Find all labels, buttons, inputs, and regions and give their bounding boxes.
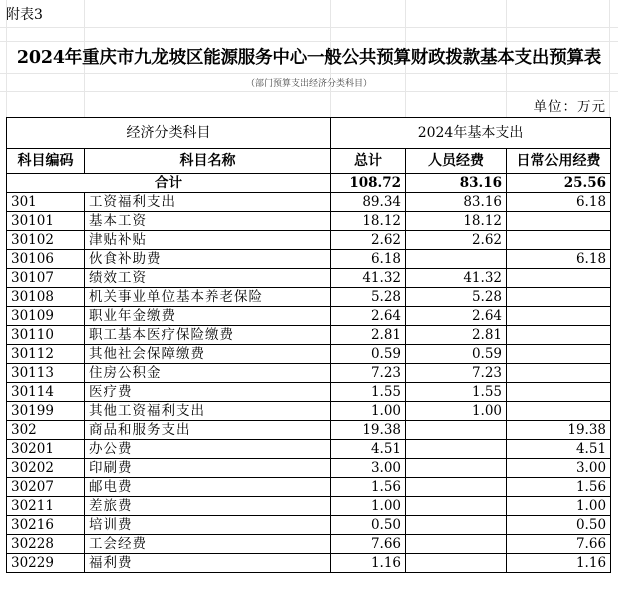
row-total: 2.64 bbox=[331, 307, 406, 326]
row-name: 福利费 bbox=[85, 554, 331, 573]
row-total: 1.55 bbox=[331, 383, 406, 402]
row-code: 30106 bbox=[7, 250, 85, 269]
row-total: 1.16 bbox=[331, 554, 406, 573]
row-code: 30202 bbox=[7, 459, 85, 478]
row-public: 0.50 bbox=[507, 516, 611, 535]
row-name: 绩效工资 bbox=[85, 269, 331, 288]
table-row bbox=[7, 345, 611, 364]
group-header-classification: 经济分类科目 bbox=[7, 118, 331, 149]
row-public bbox=[507, 345, 611, 364]
row-total: 4.51 bbox=[331, 440, 406, 459]
total-personnel: 83.16 bbox=[406, 174, 507, 193]
row-total: 2.81 bbox=[331, 326, 406, 345]
column-header-public: 日常公用经费 bbox=[507, 149, 611, 174]
row-public: 1.00 bbox=[507, 497, 611, 516]
row-name: 办公费 bbox=[85, 440, 331, 459]
row-name: 培训费 bbox=[85, 516, 331, 535]
row-total: 3.00 bbox=[331, 459, 406, 478]
table-row bbox=[7, 326, 611, 345]
row-name: 津贴补贴 bbox=[85, 231, 331, 250]
row-public bbox=[507, 364, 611, 383]
row-code: 30216 bbox=[7, 516, 85, 535]
row-public: 7.66 bbox=[507, 535, 611, 554]
row-total: 1.56 bbox=[331, 478, 406, 497]
group-header-basic-expense: 2024年基本支出 bbox=[331, 118, 611, 149]
row-personnel bbox=[406, 497, 507, 516]
group-header-row bbox=[7, 118, 611, 149]
row-public: 3.00 bbox=[507, 459, 611, 478]
row-public: 19.38 bbox=[507, 421, 611, 440]
table-row bbox=[7, 535, 611, 554]
row-code: 301 bbox=[7, 193, 85, 212]
row-name: 伙食补助费 bbox=[85, 250, 331, 269]
row-code: 30102 bbox=[7, 231, 85, 250]
page-subtitle: （部门预算支出经济分类科目） bbox=[245, 79, 372, 89]
row-name: 医疗费 bbox=[85, 383, 331, 402]
row-name: 其他社会保障缴费 bbox=[85, 345, 331, 364]
table-row bbox=[7, 459, 611, 478]
row-total: 1.00 bbox=[331, 402, 406, 421]
row-personnel bbox=[406, 250, 507, 269]
row-personnel: 2.64 bbox=[406, 307, 507, 326]
row-personnel: 0.59 bbox=[406, 345, 507, 364]
row-code: 30110 bbox=[7, 326, 85, 345]
row-personnel: 2.62 bbox=[406, 231, 507, 250]
row-personnel: 41.32 bbox=[406, 269, 507, 288]
row-total: 89.34 bbox=[331, 193, 406, 212]
table-row bbox=[7, 307, 611, 326]
table-row bbox=[7, 478, 611, 497]
row-name: 邮电费 bbox=[85, 478, 331, 497]
row-total: 6.18 bbox=[331, 250, 406, 269]
row-public bbox=[507, 231, 611, 250]
row-code: 30108 bbox=[7, 288, 85, 307]
row-code: 30207 bbox=[7, 478, 85, 497]
row-total: 1.00 bbox=[331, 497, 406, 516]
row-personnel bbox=[406, 421, 507, 440]
row-total: 2.62 bbox=[331, 231, 406, 250]
row-total: 7.23 bbox=[331, 364, 406, 383]
row-personnel bbox=[406, 459, 507, 478]
row-personnel bbox=[406, 535, 507, 554]
row-public bbox=[507, 212, 611, 231]
row-code: 30107 bbox=[7, 269, 85, 288]
row-personnel: 18.12 bbox=[406, 212, 507, 231]
row-public bbox=[507, 269, 611, 288]
table-row bbox=[7, 421, 611, 440]
total-public: 25.56 bbox=[507, 174, 611, 193]
row-total: 41.32 bbox=[331, 269, 406, 288]
row-total: 7.66 bbox=[331, 535, 406, 554]
table-row bbox=[7, 402, 611, 421]
column-header-row bbox=[7, 149, 611, 174]
table-row bbox=[7, 440, 611, 459]
page-title: 2024年重庆市九龙坡区能源服务中心一般公共预算财政拨款基本支出预算表 bbox=[16, 48, 602, 68]
row-code: 30228 bbox=[7, 535, 85, 554]
row-code: 30113 bbox=[7, 364, 85, 383]
row-personnel bbox=[406, 554, 507, 573]
row-public bbox=[507, 307, 611, 326]
row-code: 30114 bbox=[7, 383, 85, 402]
row-name: 工会经费 bbox=[85, 535, 331, 554]
row-personnel bbox=[406, 478, 507, 497]
row-total: 5.28 bbox=[331, 288, 406, 307]
row-personnel: 7.23 bbox=[406, 364, 507, 383]
total-amount: 108.72 bbox=[331, 174, 406, 193]
row-name: 其他工资福利支出 bbox=[85, 402, 331, 421]
table-row bbox=[7, 497, 611, 516]
row-public: 4.51 bbox=[507, 440, 611, 459]
row-total: 0.59 bbox=[331, 345, 406, 364]
unit-label: 单位：万元 bbox=[533, 99, 606, 115]
row-total: 18.12 bbox=[331, 212, 406, 231]
table-row bbox=[7, 364, 611, 383]
row-personnel: 5.28 bbox=[406, 288, 507, 307]
row-code: 30199 bbox=[7, 402, 85, 421]
row-code: 30112 bbox=[7, 345, 85, 364]
table-row bbox=[7, 193, 611, 212]
row-public: 6.18 bbox=[507, 250, 611, 269]
total-label: 合计 bbox=[7, 174, 331, 193]
row-name: 工资福利支出 bbox=[85, 193, 331, 212]
row-personnel bbox=[406, 516, 507, 535]
table-row bbox=[7, 516, 611, 535]
row-code: 302 bbox=[7, 421, 85, 440]
total-row bbox=[7, 174, 611, 193]
row-public bbox=[507, 402, 611, 421]
row-personnel bbox=[406, 440, 507, 459]
table-row bbox=[7, 250, 611, 269]
row-code: 30201 bbox=[7, 440, 85, 459]
column-header-total: 总计 bbox=[331, 149, 406, 174]
row-name: 职业年金缴费 bbox=[85, 307, 331, 326]
row-name: 印刷费 bbox=[85, 459, 331, 478]
table-row bbox=[7, 383, 611, 402]
row-name: 机关事业单位基本养老保险 bbox=[85, 288, 331, 307]
row-name: 住房公积金 bbox=[85, 364, 331, 383]
row-code: 30211 bbox=[7, 497, 85, 516]
row-public: 6.18 bbox=[507, 193, 611, 212]
budget-table bbox=[6, 117, 611, 573]
table-row bbox=[7, 288, 611, 307]
row-personnel: 1.55 bbox=[406, 383, 507, 402]
row-public: 1.16 bbox=[507, 554, 611, 573]
row-name: 职工基本医疗保险缴费 bbox=[85, 326, 331, 345]
row-public bbox=[507, 288, 611, 307]
row-public bbox=[507, 383, 611, 402]
table-row bbox=[7, 269, 611, 288]
column-header-name: 科目名称 bbox=[85, 149, 331, 174]
attachment-label: 附表3 bbox=[6, 7, 43, 23]
table-row bbox=[7, 231, 611, 250]
row-public: 1.56 bbox=[507, 478, 611, 497]
row-personnel: 1.00 bbox=[406, 402, 507, 421]
row-name: 差旅费 bbox=[85, 497, 331, 516]
table-row bbox=[7, 212, 611, 231]
row-personnel: 83.16 bbox=[406, 193, 507, 212]
row-name: 基本工资 bbox=[85, 212, 331, 231]
column-header-personnel: 人员经费 bbox=[406, 149, 507, 174]
row-code: 30101 bbox=[7, 212, 85, 231]
row-public bbox=[507, 326, 611, 345]
row-total: 19.38 bbox=[331, 421, 406, 440]
row-name: 商品和服务支出 bbox=[85, 421, 331, 440]
row-code: 30109 bbox=[7, 307, 85, 326]
column-header-code: 科目编码 bbox=[7, 149, 85, 174]
row-code: 30229 bbox=[7, 554, 85, 573]
row-total: 0.50 bbox=[331, 516, 406, 535]
table-row bbox=[7, 554, 611, 573]
row-personnel: 2.81 bbox=[406, 326, 507, 345]
